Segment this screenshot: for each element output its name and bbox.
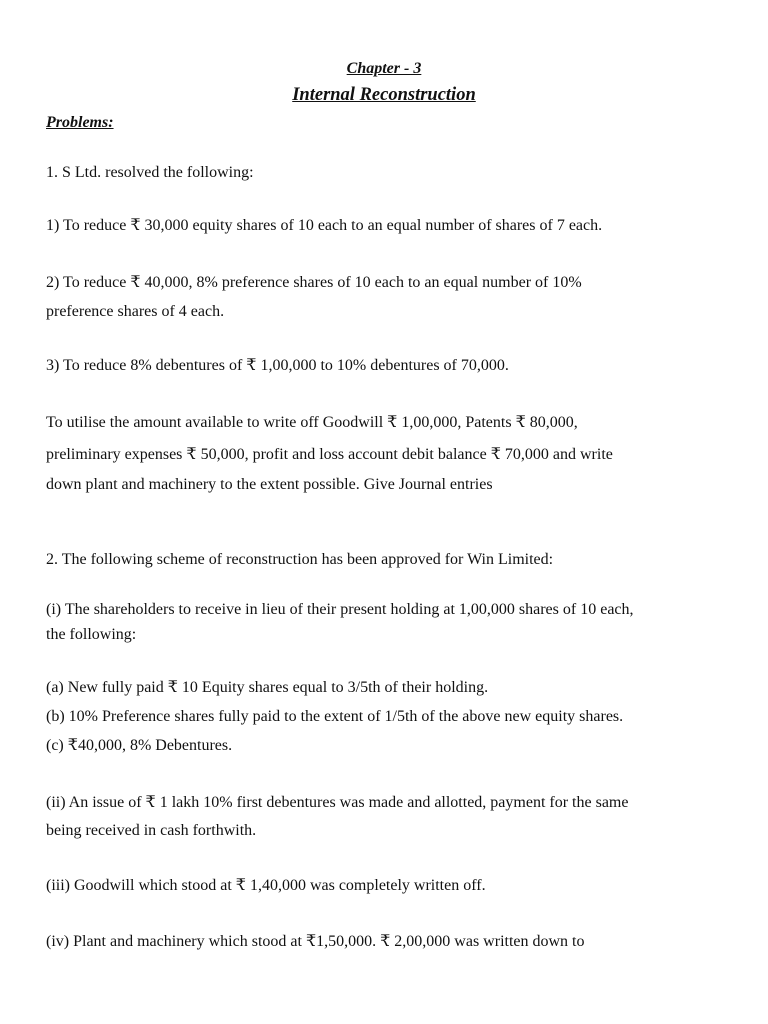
problem1-para-line1: To utilise the amount available to write off Goodwill ₹ 1,00,000, Patents ₹ 80,000, — [46, 414, 578, 431]
problem1-para-line2: preliminary expenses ₹ 50,000, profit and loss account debit balance ₹ 70,000 and write — [46, 446, 613, 463]
problem2-ii-line1: (ii) An issue of ₹ 1 lakh 10% first debentures was made and allotted, payment for the same — [46, 794, 629, 811]
problem2-b: (b) 10% Preference shares fully paid to the extent of 1/5th of the above new equity shares. — [46, 708, 624, 725]
problem1-intro: 1. S Ltd. resolved the following: — [46, 164, 254, 181]
problem2-intro: 2. The following scheme of reconstruction has been approved for Win Limited: — [46, 551, 554, 568]
problem2-i-line2: the following: — [46, 626, 137, 643]
problem1-item2-line2: preference shares of 4 each. — [46, 303, 225, 320]
problem1-item2-line1: 2) To reduce ₹ 40,000, 8% preference shares of 10 each to an equal number of 10% — [46, 274, 582, 291]
problem1-item3: 3) To reduce 8% debentures of ₹ 1,00,000 to 10% debentures of 70,000. — [46, 357, 509, 374]
chapter-label: Chapter - 3 — [346, 60, 422, 77]
problem1-item1: 1) To reduce ₹ 30,000 equity shares of 10 each to an equal number of shares of 7 each. — [46, 217, 603, 234]
problem2-iii: (iii) Goodwill which stood at ₹ 1,40,000 was completely written off. — [46, 877, 486, 894]
problem2-a: (a) New fully paid ₹ 10 Equity shares equal to 3/5th of their holding. — [46, 679, 489, 696]
problem2-iv: (iv) Plant and machinery which stood at ₹1,50,000. ₹ 2,00,000 was written down to — [46, 933, 585, 950]
section-heading: Problems: — [46, 114, 114, 131]
problem2-i-line1: (i) The shareholders to receive in lieu of their present holding at 1,00,000 shares of 10 each, — [46, 601, 634, 618]
problem2-ii-line2: being received in cash forthwith. — [46, 822, 257, 839]
problem1-para-line3: down plant and machinery to the extent possible. Give Journal entries — [46, 476, 493, 493]
page-title: Internal Reconstruction — [292, 85, 476, 105]
problem2-c: (c) ₹40,000, 8% Debentures. — [46, 737, 233, 754]
